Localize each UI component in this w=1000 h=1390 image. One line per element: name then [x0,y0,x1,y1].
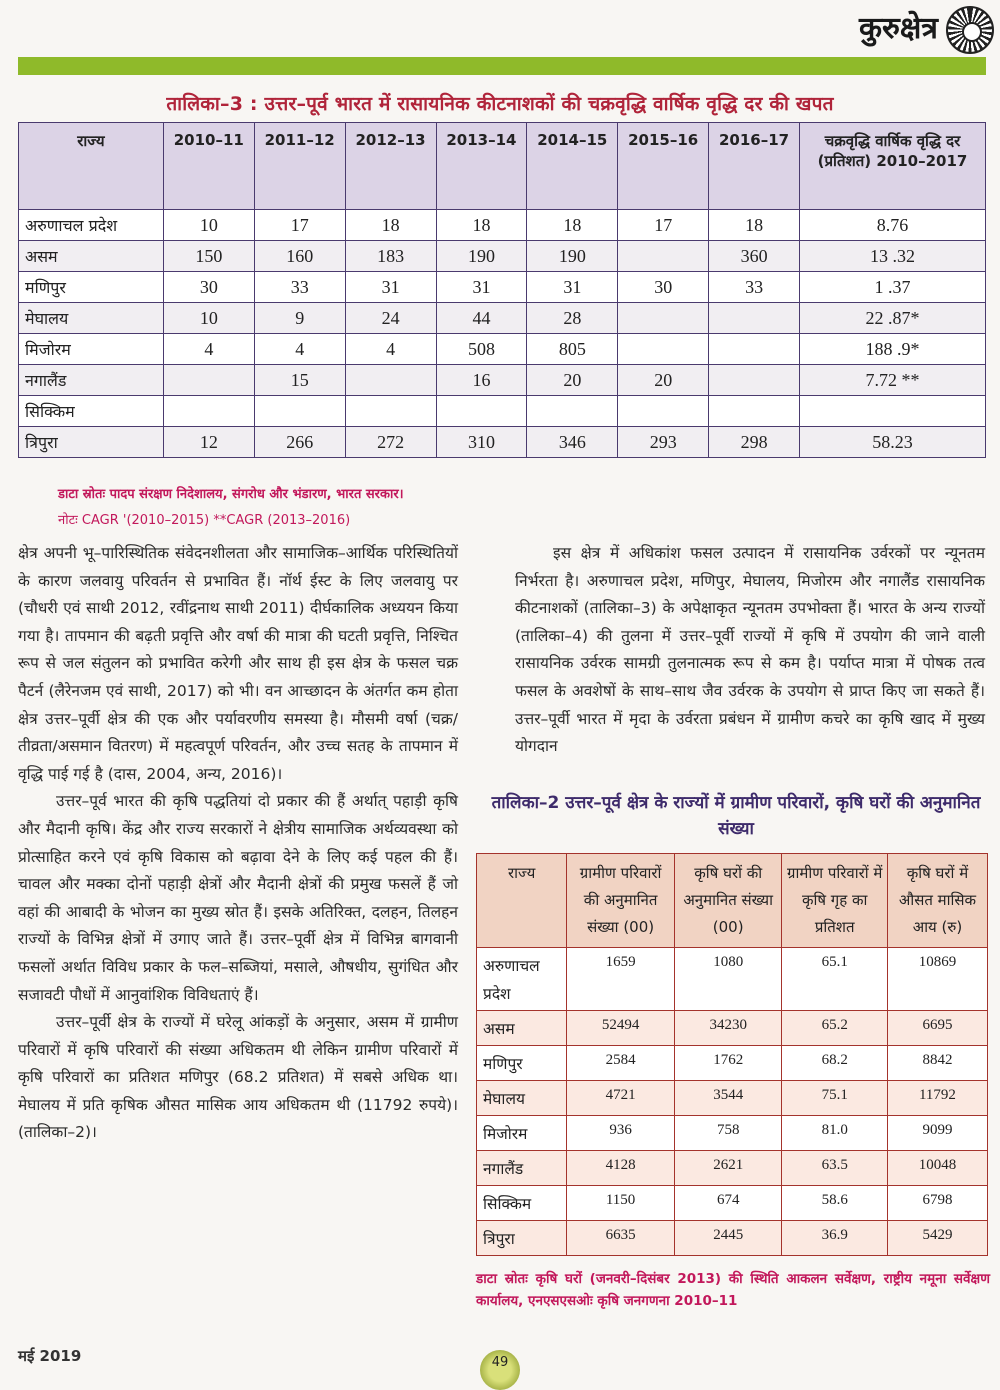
value-cell: 31 [527,272,618,303]
masthead [0,0,1000,56]
value-cell: 18 [527,210,618,241]
value-cell: 18 [436,210,527,241]
value-cell [345,365,436,396]
value-cell: 68.2 [782,1046,887,1081]
value-cell [345,396,436,427]
value-cell: 7.72 ** [800,365,986,396]
table-row [19,396,986,427]
value-cell [254,396,345,427]
value-cell: 190 [527,241,618,272]
value-cell: 24 [345,303,436,334]
value-cell [436,396,527,427]
table-row [19,427,986,458]
value-cell: 5429 [887,1221,987,1256]
table2-column-header: कृषि घरों की अनुमानित संख्या (00) [674,854,782,948]
value-cell: 508 [436,334,527,365]
value-cell: 1080 [674,948,782,1011]
value-cell: 34230 [674,1011,782,1046]
value-cell: 65.1 [782,948,887,1011]
value-cell [709,303,800,334]
accent-bar [18,57,986,75]
value-cell: 36.9 [782,1221,887,1256]
table3-note: नोटः CAGR '(2010–2015) **CAGR (2013–2016) [58,513,351,528]
table-row [477,1011,988,1046]
table-row [477,1116,988,1151]
table3-column-header: चक्रवृद्धि वार्षिक वृद्धि दर (प्रतिशत) 2010–2017 [800,123,986,210]
table-row [477,1081,988,1116]
value-cell [618,241,709,272]
table-row [477,1186,988,1221]
table-row [477,1221,988,1256]
table3-column-header: 2010–11 [163,123,254,210]
dharma-wheel-icon [946,6,994,54]
value-cell: 17 [254,210,345,241]
value-cell: 75.1 [782,1081,887,1116]
state-name-cell: मेघालय [19,303,164,334]
value-cell: 10 [163,303,254,334]
state-name-cell: असम [477,1011,567,1046]
table-row [477,1151,988,1186]
paragraph: उत्तर–पूर्वी क्षेत्र के राज्यों में घरेलू आंकड़ों के अनुसार, असम में ग्रामीण परिवारों में कृषि परिवारों की संख्या अधिकतम थी लेकिन ग्रामीण परिवारों में कृषि परिवारों का प्रतिशत मणिपुर (68.2 प्रतिशत) में सबसे अधिक था। मेघालय में प्रति कृषिक औसत मासिक आय अधिकतम थी (11792 रुपये)। (तालिका–2)। [18,1013,458,1142]
state-name-cell: मणिपुर [477,1046,567,1081]
value-cell: 13 .32 [800,241,986,272]
value-cell: 150 [163,241,254,272]
state-name-cell: मिजोरम [19,334,164,365]
table2-column-header: ग्रामीण परिवारों की अनुमानित संख्या (00) [567,854,675,948]
value-cell: 30 [163,272,254,303]
state-name-cell: अरुणाचल प्रदेश [19,210,164,241]
table3-header-row [19,123,986,210]
value-cell [618,303,709,334]
value-cell: 18 [345,210,436,241]
table-row [19,241,986,272]
table-row [477,948,988,1011]
value-cell: 183 [345,241,436,272]
paragraph: इस क्षेत्र में अधिकांश फसल उत्पादन में रासायनिक उर्वरकों पर न्यूनतम निर्भरता है। अरुणाचल प्रदेश, मणिपुर, मेघालय, मिजोरम और नगालैंड रासायनिक कीटनाशकों (तालिका–3) के अपेक्षाकृत न्यूनतम उपभोक्ता हैं। भारत के अन्य राज्यों (तालिका–4) की तुलना में उत्तर–पूर्वी राज्यों में कृषि में उपयोग की जाने वाली रासायनिक उर्वरक सामग्री तुलनात्मक रूप से कम है। पर्याप्त मात्रा में पोषक तत्व फसल के अवशेषों के साथ–साथ जैव उर्वरक के उपयोग से प्राप्त किए जा सकते हैं। उत्तर–पूर्वी भारत में मृदा के उर्वरता प्रबंधन में ग्रामीण कचरे का कृषि खाद में मुख्य योगदान [515,544,985,756]
value-cell: 20 [527,365,618,396]
issue-date: मई 2019 [18,1347,82,1365]
value-cell: 293 [618,427,709,458]
state-name-cell: त्रिपुरा [477,1221,567,1256]
value-cell: 4 [163,334,254,365]
table-row [19,272,986,303]
state-name-cell: नगालैंड [19,365,164,396]
state-name-cell: मिजोरम [477,1116,567,1151]
value-cell: 1659 [567,948,675,1011]
table-row [19,365,986,396]
value-cell: 272 [345,427,436,458]
value-cell [163,396,254,427]
value-cell: 31 [345,272,436,303]
value-cell: 3544 [674,1081,782,1116]
value-cell [709,334,800,365]
table-row [477,1046,988,1081]
value-cell: 15 [254,365,345,396]
value-cell: 758 [674,1116,782,1151]
value-cell: 10048 [887,1151,987,1186]
value-cell: 22 .87* [800,303,986,334]
page-number: 49 [480,1350,520,1390]
table2 [476,853,988,1256]
table2-header-row [477,854,988,948]
value-cell: 4 [345,334,436,365]
value-cell: 18 [709,210,800,241]
value-cell: 33 [709,272,800,303]
table3-body [19,210,986,458]
value-cell: 805 [527,334,618,365]
value-cell: 28 [527,303,618,334]
value-cell: 58.6 [782,1186,887,1221]
table3-column-header: 2011–12 [254,123,345,210]
table2-body [477,948,988,1256]
table3-title: तालिका–3 : उत्तर–पूर्व भारत में रासायनिक कीटनाशकों की चक्रवृद्धि वार्षिक वृद्धि दर की खपत [166,93,834,115]
value-cell: 2621 [674,1151,782,1186]
state-name-cell: सिक्किम [19,396,164,427]
value-cell: 4721 [567,1081,675,1116]
table3 [18,122,986,458]
value-cell: 160 [254,241,345,272]
table-row [19,334,986,365]
value-cell: 10 [163,210,254,241]
table2-column-header: राज्य [477,854,567,948]
table3-column-header: 2013–14 [436,123,527,210]
value-cell: 17 [618,210,709,241]
value-cell: 6635 [567,1221,675,1256]
table2-column-header: कृषि घरों में औसत मासिक आय (रु) [887,854,987,948]
value-cell: 4 [254,334,345,365]
value-cell [800,396,986,427]
table-row [19,303,986,334]
value-cell: 266 [254,427,345,458]
value-cell: 12 [163,427,254,458]
value-cell: 30 [618,272,709,303]
state-name-cell: असम [19,241,164,272]
table3-column-header: 2012–13 [345,123,436,210]
value-cell: 346 [527,427,618,458]
value-cell: 81.0 [782,1116,887,1151]
value-cell: 44 [436,303,527,334]
table3-column-header: 2016–17 [709,123,800,210]
table2-column-header: ग्रामीण परिवारों में कृषि गृह का प्रतिशत [782,854,887,948]
paragraph: उत्तर–पूर्व भारत की कृषि पद्धतियां दो प्रकार की हैं अर्थात् पहाड़ी कृषि और मैदानी कृषि। केंद्र और राज्य सरकारों ने क्षेत्रीय सामाजिक अर्थव्यवस्था को प्रोत्साहित करने एवं कृषि विकास को बढ़ावा देने के लिए कई पहल की हैं। चावल और मक्का दोनों पहाड़ी क्षेत्रों और मैदानी क्षेत्रों की प्रमुख फसलें हैं जो वहां की आबादी के भोजन का मुख्य स्रोत हैं। इसके अतिरिक्त, दलहन, तिलहन राज्यों के विभिन्न क्षेत्रों में उगाए जाते हैं। उत्तर–पूर्वी क्षेत्र में विभिन्न बागवानी फसलों अर्थात विविध प्रकार के फल–सब्जियां, मसाले, औषधीय, सुगंधित और सजावटी पौधों में आनुवांशिक विविधताएं हैं। [18,792,458,1004]
value-cell [709,396,800,427]
table3-column-header: 2014–15 [527,123,618,210]
value-cell: 8.76 [800,210,986,241]
table2-source: डाटा स्रोतः कृषि घरों (जनवरी–दिसंबर 2013) की स्थिति आकलन सर्वेक्षण, राष्ट्रीय नमूना सर्वेक्षण कार्यालय, एनएसएसओः कृषि जनगणना 2010–11 [476,1271,990,1309]
left-column [18,540,458,1147]
value-cell: 6695 [887,1011,987,1046]
value-cell: 65.2 [782,1011,887,1046]
magazine-brand: कुरुक्षेत्र [858,11,938,46]
state-name-cell: नगालैंड [477,1151,567,1186]
value-cell: 9 [254,303,345,334]
state-name-cell: मेघालय [477,1081,567,1116]
value-cell: 4128 [567,1151,675,1186]
right-column [515,540,985,761]
state-name-cell: त्रिपुरा [19,427,164,458]
value-cell: 188 .9* [800,334,986,365]
state-name-cell: सिक्किम [477,1186,567,1221]
value-cell [709,365,800,396]
value-cell: 20 [618,365,709,396]
value-cell: 2445 [674,1221,782,1256]
value-cell: 674 [674,1186,782,1221]
value-cell [527,396,618,427]
table-row [19,210,986,241]
value-cell: 10869 [887,948,987,1011]
value-cell: 8842 [887,1046,987,1081]
value-cell: 360 [709,241,800,272]
value-cell: 1150 [567,1186,675,1221]
paragraph: क्षेत्र अपनी भू–पारिस्थितिक संवेदनशीलता और सामाजिक–आर्थिक परिस्थितियों के कारण जलवायु परिवर्तन से प्रभावित हैं। नॉर्थ ईस्ट के लिए जलवायु पर (चौधरी एवं साथी 2012, रवींद्रनाथ साथी 2011) दीर्घकालिक अध्ययन किया गया है। तापमान की बढ़ती प्रवृत्ति और वर्षा की मात्रा की घटती प्रवृत्ति, निश्चित रूप से जल संतुलन को प्रभावित करेगी और साथ ही इस क्षेत्र के फसल चक्र पैटर्न (लैरेनजम एवं साथी, 2017) को भी। वन आच्छादन के अंतर्गत कम होता क्षेत्र उत्तर–पूर्वी क्षेत्र की एक और पर्यावरणीय समस्या है। मौसमी वर्षा (चक्र/तीव्रता/असमान वितरण) में महत्वपूर्ण परिवर्तन, और उच्च सतह के तापमान में वृद्धि पाई गई है (दास, 2004, अन्य, 2016)। [18,544,458,783]
value-cell: 2584 [567,1046,675,1081]
table3-column-header: राज्य [19,123,164,210]
value-cell: 9099 [887,1116,987,1151]
value-cell: 936 [567,1116,675,1151]
value-cell [163,365,254,396]
value-cell: 6798 [887,1186,987,1221]
table3-source: डाटा स्रोतः पादप संरक्षण निदेशालय, संगरोध और भंडारण, भारत सरकार। [58,487,404,502]
value-cell: 33 [254,272,345,303]
value-cell: 58.23 [800,427,986,458]
value-cell: 1762 [674,1046,782,1081]
value-cell: 190 [436,241,527,272]
value-cell: 310 [436,427,527,458]
state-name-cell: अरुणाचल प्रदेश [477,948,567,1011]
value-cell: 298 [709,427,800,458]
value-cell: 63.5 [782,1151,887,1186]
table3-column-header: 2015–16 [618,123,709,210]
state-name-cell: मणिपुर [19,272,164,303]
value-cell [618,396,709,427]
value-cell [618,334,709,365]
value-cell: 31 [436,272,527,303]
value-cell: 16 [436,365,527,396]
value-cell: 52494 [567,1011,675,1046]
value-cell: 11792 [887,1081,987,1116]
table2-title: तालिका–2 उत्तर–पूर्व क्षेत्र के राज्यों में ग्रामीण परिवारों, कृषि घरों की अनुमानित संख्या [491,793,981,839]
value-cell: 1 .37 [800,272,986,303]
